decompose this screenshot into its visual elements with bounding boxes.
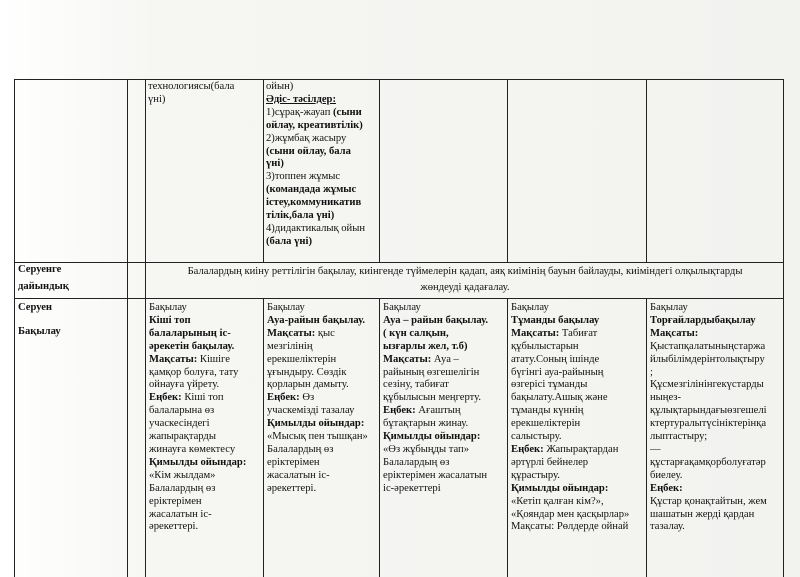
table-row-divider: [14, 298, 784, 299]
cell-text-line: (бала үні): [266, 235, 312, 247]
cell-text-line: еріктерімен: [149, 495, 202, 507]
cell-text-line: құстарғақамқорболуғатәр: [650, 456, 766, 468]
walk-prep-text-line: жөндеуді қадағалау.: [420, 282, 510, 293]
cell-text-line: технологиясы(бала: [148, 81, 235, 92]
cell-text-line: жинауға көмектесу: [149, 443, 236, 455]
cell-text-line: ойнауға үйрету.: [149, 379, 220, 391]
cell-text-line: «Кім жылдам»: [149, 469, 216, 481]
cell-text-line: Мақсаты: Ауа –: [383, 353, 459, 365]
cell-text-line: тазалау.: [650, 521, 685, 533]
cell-text-line: 4)дидактикалық ойын: [266, 222, 366, 234]
cell-text-line: 2)жұмбақ жасыру: [266, 132, 347, 144]
cell-text-line: Еңбек: Өз: [267, 392, 315, 404]
cell-text-line: учаскесіндегі: [149, 418, 210, 430]
cell-text-line: құбылысын меңгерту.: [383, 392, 482, 404]
top-row-col2-cell: [148, 81, 261, 107]
cell-text-line: учаскемізді тазалау: [267, 405, 355, 417]
cell-text-line: жасалатын іс-: [149, 508, 212, 520]
row-label-line: Серуенге: [18, 264, 62, 275]
table-col-divider: [379, 79, 380, 262]
cell-text-line: Бақылау: [149, 302, 187, 313]
table-col-divider: [14, 79, 15, 577]
cell-text-line: атату.Соның ішінде: [511, 353, 600, 365]
cell-text-line: Қимылды ойындар:: [149, 456, 247, 468]
table-row-divider: [14, 262, 784, 263]
top-row-methods-cell: [266, 81, 378, 249]
cell-text-line: жапырақтарды: [149, 431, 216, 443]
cell-text-line: әрекеттері.: [149, 521, 199, 533]
walk-observation-cell-4: [511, 302, 645, 534]
cell-text-line: Мақсаты: Рөлдерде ойнай: [511, 521, 629, 533]
table-border-top: [14, 79, 784, 80]
table-col-divider: [263, 79, 264, 262]
table-col-divider: [646, 298, 647, 577]
cell-text-line: қорларын дамыту.: [267, 379, 349, 391]
cell-text-line: құрастыру.: [511, 469, 560, 481]
cell-text-line: еріктерімен жасалатын: [383, 469, 488, 481]
cell-text-line: Бақылау: [383, 302, 421, 313]
cell-text-line: Қимылды ойындар:: [383, 431, 481, 443]
cell-text-line: іс-әрекеттері: [383, 482, 441, 494]
cell-text-line: ( күн салқын,: [383, 327, 449, 339]
cell-text-line: Мақсаты: Кішіге: [149, 353, 230, 365]
cell-text-line: «Қояндар мен қасқырлар»: [511, 508, 630, 520]
cell-text-line: тілік,бала үні): [266, 210, 335, 222]
cell-text-line: жасалатын іс-: [267, 469, 330, 481]
table-col-divider: [646, 79, 647, 262]
cell-text-line: бақылату.Ашық және: [511, 392, 608, 404]
cell-text-line: Торғайлардыбақылау: [650, 314, 756, 326]
cell-text-line: Балалардың өз: [383, 456, 450, 468]
cell-text-line: «Кетіп қалған кім?»,: [511, 495, 604, 507]
cell-text-line: Мақсаты:: [650, 327, 699, 339]
cell-text-line: «Өз жұбыңды тап»: [383, 443, 470, 455]
cell-text-line: ұғындыру. Сөздік: [267, 366, 347, 378]
cell-text-line: қамқор болуға, тату: [149, 366, 239, 378]
cell-text-line: балаларының іс-: [149, 327, 231, 339]
walk-observation-cell-3: [383, 302, 506, 496]
cell-text-line: әрекеттері.: [267, 482, 317, 494]
cell-text-line: Тұманды бақылау: [511, 314, 600, 326]
cell-text-line: йлыбілімдерінтолықтыру: [650, 353, 765, 365]
cell-text-line: ызғарлы жел, т.б): [383, 340, 468, 352]
cell-text-line: Қыстапқалатыныңстаржа: [650, 340, 766, 352]
walk-observation-cell-2: [267, 302, 378, 496]
cell-text-line: ктертуралытүсініктерінқа: [650, 418, 767, 430]
cell-text-line: ерекшеліктерін: [511, 418, 581, 430]
cell-text-line: әрекетін бақылау.: [149, 340, 235, 352]
cell-text-line: Кіші топ: [149, 314, 191, 326]
cell-text-line: ойын): [266, 81, 294, 92]
table-col-divider: [145, 79, 146, 577]
cell-text-line: Ауа – райын бақылау.: [383, 314, 489, 326]
row-label-line: дайындық: [18, 280, 69, 292]
cell-text-line: «Мысық пен тышқан»: [267, 431, 368, 443]
cell-text-line: райының өзгешелігін: [383, 366, 480, 378]
table-col-divider: [507, 298, 508, 577]
cell-text-line: Балалардың өз: [149, 482, 216, 494]
walk-label-cell: [18, 302, 124, 339]
cell-text-line: Бақылау: [511, 302, 549, 313]
cell-text-line: Еңбек: Ағаштың: [383, 405, 461, 417]
cell-text-line: Еңбек: Жапырақтардан: [511, 443, 619, 455]
cell-text-line: ныңез-: [650, 392, 682, 404]
cell-text-line: үні): [266, 158, 284, 170]
cell-text-line: 1)сұрақ-жауап (сыни: [266, 106, 362, 118]
walk-observation-cell-1: [149, 302, 262, 534]
cell-text-line: Құсмезгілінінгекүстарды: [650, 379, 764, 391]
cell-text-line: Еңбек: Кіші топ: [149, 392, 224, 404]
cell-text-line: ойлау, креативтілік): [266, 119, 363, 131]
cell-text-line: өзгерісі тұманды: [511, 379, 588, 391]
cell-text-line: Қимылды ойындар:: [511, 482, 609, 494]
cell-text-line: Бақылау: [267, 302, 305, 313]
cell-text-line: бүгінгі ауа-райының: [511, 366, 604, 378]
cell-text-line: Әдіс- тәсілдер:: [266, 93, 336, 105]
cell-text-line: Қимылды ойындар:: [267, 418, 365, 430]
cell-text-line: құбылыстарын: [511, 340, 579, 352]
walk-prep-label-cell: [18, 264, 124, 294]
table-col-divider: [379, 298, 380, 577]
cell-text-line: ерекшеліктерін: [267, 353, 337, 365]
table-border-right: [783, 79, 784, 577]
walk-observation-cell-5: [650, 302, 782, 534]
cell-text-line: лыптастыру;: [650, 431, 708, 443]
cell-text-line: (командада жұмыс: [266, 184, 357, 196]
cell-text-line: Балалардың өз: [267, 443, 334, 455]
cell-text-line: Бақылау: [650, 302, 688, 313]
cell-text-line: шашатын жерді қардан: [650, 508, 755, 520]
cell-text-line: Мақсаты: Табиғат: [511, 327, 598, 339]
table-col-divider: [263, 298, 264, 577]
cell-text-line: тұманды күннің: [511, 405, 584, 417]
walk-prep-text-line: Балалардың киіну реттілігін бақылау, киінгенде түймелерін қадап, аяқ киімінің бауын байлауды, киіміндегі олқылықтарды: [187, 266, 743, 277]
cell-text-line: Мақсаты: қыс: [267, 327, 335, 339]
cell-text-line: Еңбек:: [650, 482, 683, 494]
cell-text-line: құлықтарындағыөзгешелі: [650, 405, 767, 417]
cell-text-line: мезгілінің: [267, 340, 313, 352]
row-label-line: Бақылау: [18, 325, 61, 337]
cell-text-line: Құстар қонақтайтын, жем: [650, 495, 767, 507]
cell-text-line: салыстыру.: [511, 431, 562, 443]
table-col-divider: [507, 79, 508, 262]
table-col-divider: [127, 79, 128, 577]
cell-text-line: сезіну, табиғат: [383, 379, 449, 391]
cell-text-line: істеу,коммуникатив: [266, 197, 362, 209]
cell-text-line: (сыни ойлау, бала: [266, 145, 351, 157]
cell-text-line: ;: [650, 366, 653, 378]
cell-text-line: бұтақтарын жинау.: [383, 418, 469, 430]
cell-text-line: биелеу.: [650, 469, 683, 481]
cell-text-line: әртүрлі бейнелер: [511, 456, 589, 468]
row-label-line: Серуен: [18, 302, 53, 313]
cell-text-line: балаларына өз: [149, 405, 215, 417]
cell-text-line: 3)топпен жұмыс: [266, 171, 341, 183]
cell-text-line: Ауа-райын бақылау.: [267, 314, 365, 326]
cell-text-line: еріктерімен: [267, 456, 320, 468]
cell-text-line: үні): [148, 93, 166, 105]
walk-prep-text-cell: [150, 264, 780, 296]
cell-text-line: —: [650, 443, 661, 455]
